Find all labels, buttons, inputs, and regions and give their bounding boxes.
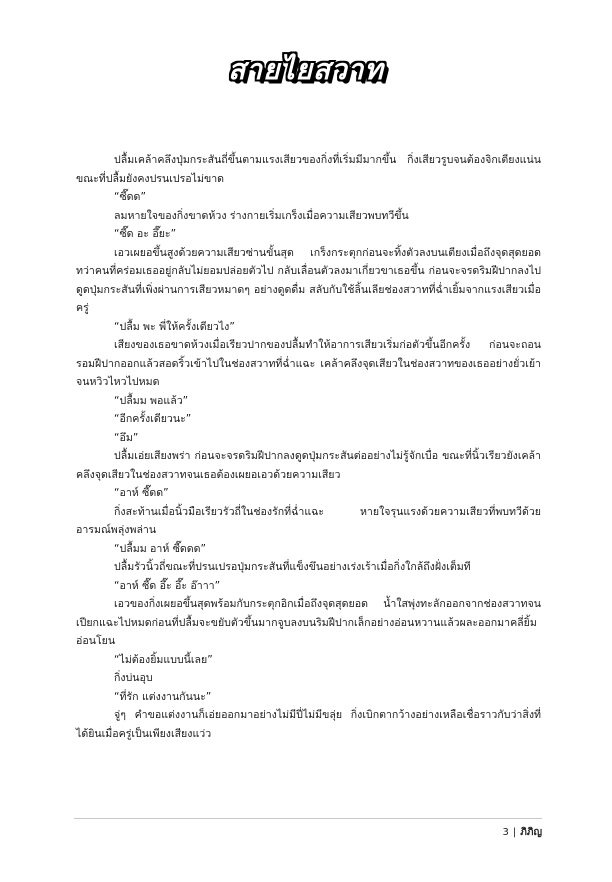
- page-number: 3: [502, 827, 509, 838]
- story-body: [76, 151, 541, 743]
- paragraph: “ที่รัก แต่งงานกันนะ”: [114, 690, 212, 703]
- paragraph: “ปลื้มม อาห์ ซี๊ดดด”: [114, 542, 207, 555]
- paragraph: “อึม”: [114, 431, 139, 444]
- paragraph: ลมหายใจของกิ่งขาดห้วง ร่างกายเริ่มเกร็งเมื่อความเสียวพบทวีขึ้น: [114, 209, 409, 222]
- paragraph: จู่ๆ คำขอแต่งงานก็เอ่ยออกมาอย่างไม่มีปี่ไม่มีขลุ่ย กิ่งเบิกตากว้างอย่างเหลือเชื่อราวกับว่าสิ่งที่ได้ยินเมื่อครู่เป็นเพียงเสียงแว่ว: [76, 709, 541, 740]
- footer-separator: |: [512, 827, 517, 838]
- author-name: ภิภิญ: [520, 827, 542, 838]
- paragraph: ปลื้มรัวนิ้วถี่ขณะที่ปรนเปรอปุ่มกระสันที่แข็งขึนอย่างเร่งเร้าเมื่อกิ่งใกล้ถึงฝั่งเต็มที: [114, 561, 471, 573]
- paragraph: เอวเผยอขึ้นสูงด้วยความเสียวซ่านขั้นสุด เกร็งกระตุกก่อนจะทิ้งตัวลงบนเตียงเมื่อถึงจุดสุดยอด ทว่าคนที่คร่อมเธออยู่กลับไม่ยอมปล่อยตัวไป กลับเลื่อนตัวลงมาเกี่ยวขาเธอขึ้น ก่อนจะจรดริมฝีปากลงไปดูดปุ่มกระสันที่เพิ่งผ่านการเสียวหมาดๆ อย่างดูดดื่ม สลับกับใช้ลิ้นเลียช่องสวาทที่ฉ่ำเยิ้มจากแรงเสียวเมื่อครู่: [76, 246, 541, 314]
- paragraph: กิ่งบ่นอุบ: [114, 672, 153, 684]
- paragraph: “ไม่ต้องยิ้มแบบนี้เลย”: [114, 653, 213, 666]
- paragraph: กิ่งสะท้านเมื่อนิ้วมือเรียวรัวถี่ในช่องรักที่ฉ่ำแฉะ หายใจรุนแรงด้วยความเสียวที่พบทวีด้วยอารมณ์พลุ่งพล่าน: [76, 505, 541, 536]
- paragraph: “ซี๊ด อะ อึ๊ยะ”: [114, 228, 177, 240]
- page-footer: [503, 825, 542, 840]
- paragraph: “อาห์ ซี๊ดด”: [114, 487, 169, 499]
- paragraph: เอวของกิ่งเผยอขึ้นสุดพร้อมกับกระตุกอิกเมื่อถึงจุดสุดยอด น้ำใสพุ่งทะลักออกจากช่องสวาทจนเปียกแฉะไปหมดก่อนที่ปลื้มจะขยับตัวขึ้นมากจูบลงบนริมฝีปากเล็กอย่างอ่อนหวานแล้วผละออกมาคลี่ยิ้มอ่อนโยน: [76, 598, 541, 647]
- paragraph: เสียงของเธอขาดห้วงเมื่อเรียวปากของปลื้มทำให้อาการเสียวเริ่มก่อตัวขึ้นอีกครั้ง ก่อนจะถอนรอมฝีปากออกแล้วสอดริ้วเข้าไปในช่องสวาทที่ฉ่ำแฉะ เคล้าคลึงจุดเสียวในช่องสวาทของเธออย่างยั่วเย้าจนหวิวไหวไปหมด: [76, 339, 541, 388]
- paragraph: “อาห์ ซี๊ด อึ๊ะ อึ๊ะ อ๊าาา”: [114, 579, 221, 592]
- paragraph: ปลื้มเคล้าคลึงปุ่มกระสันถี่ขึ้นตามแรงเสียวของกิ่งที่เริ่มมีมากขึ้น กิ่งเสียวรูบจนต้องจิกเตียงแน่นขณะที่ปลื้มยังคงปรนเปรอไม่ขาด: [76, 154, 541, 185]
- paragraph: “ปลื้มม พอแล้ว”: [114, 394, 189, 407]
- paragraph: “ซี๊ดด”: [114, 191, 146, 203]
- paragraph: “ปลื้ม พะ พี่ให้ครั้งเดียวไง”: [114, 320, 235, 333]
- title-logo: [0, 45, 612, 95]
- footer-divider: [74, 818, 542, 819]
- title-logo-text: สายไยสวาท: [228, 53, 384, 86]
- paragraph: “อีกครั้งเดียวนะ”: [114, 413, 192, 425]
- paragraph: ปลื้มเอ่ยเสียงพร่า ก่อนจะจรดริมฝีปากลงดูดปุ่มกระสันต่ออย่างไม่รู้จักเบื่อ ขณะที่นิ้วเรียวยังเคล้าคลึงจุดเสียวในช่องสวาทจนเธอต้องเผยอเอวด้วยความเสียว: [76, 450, 541, 481]
